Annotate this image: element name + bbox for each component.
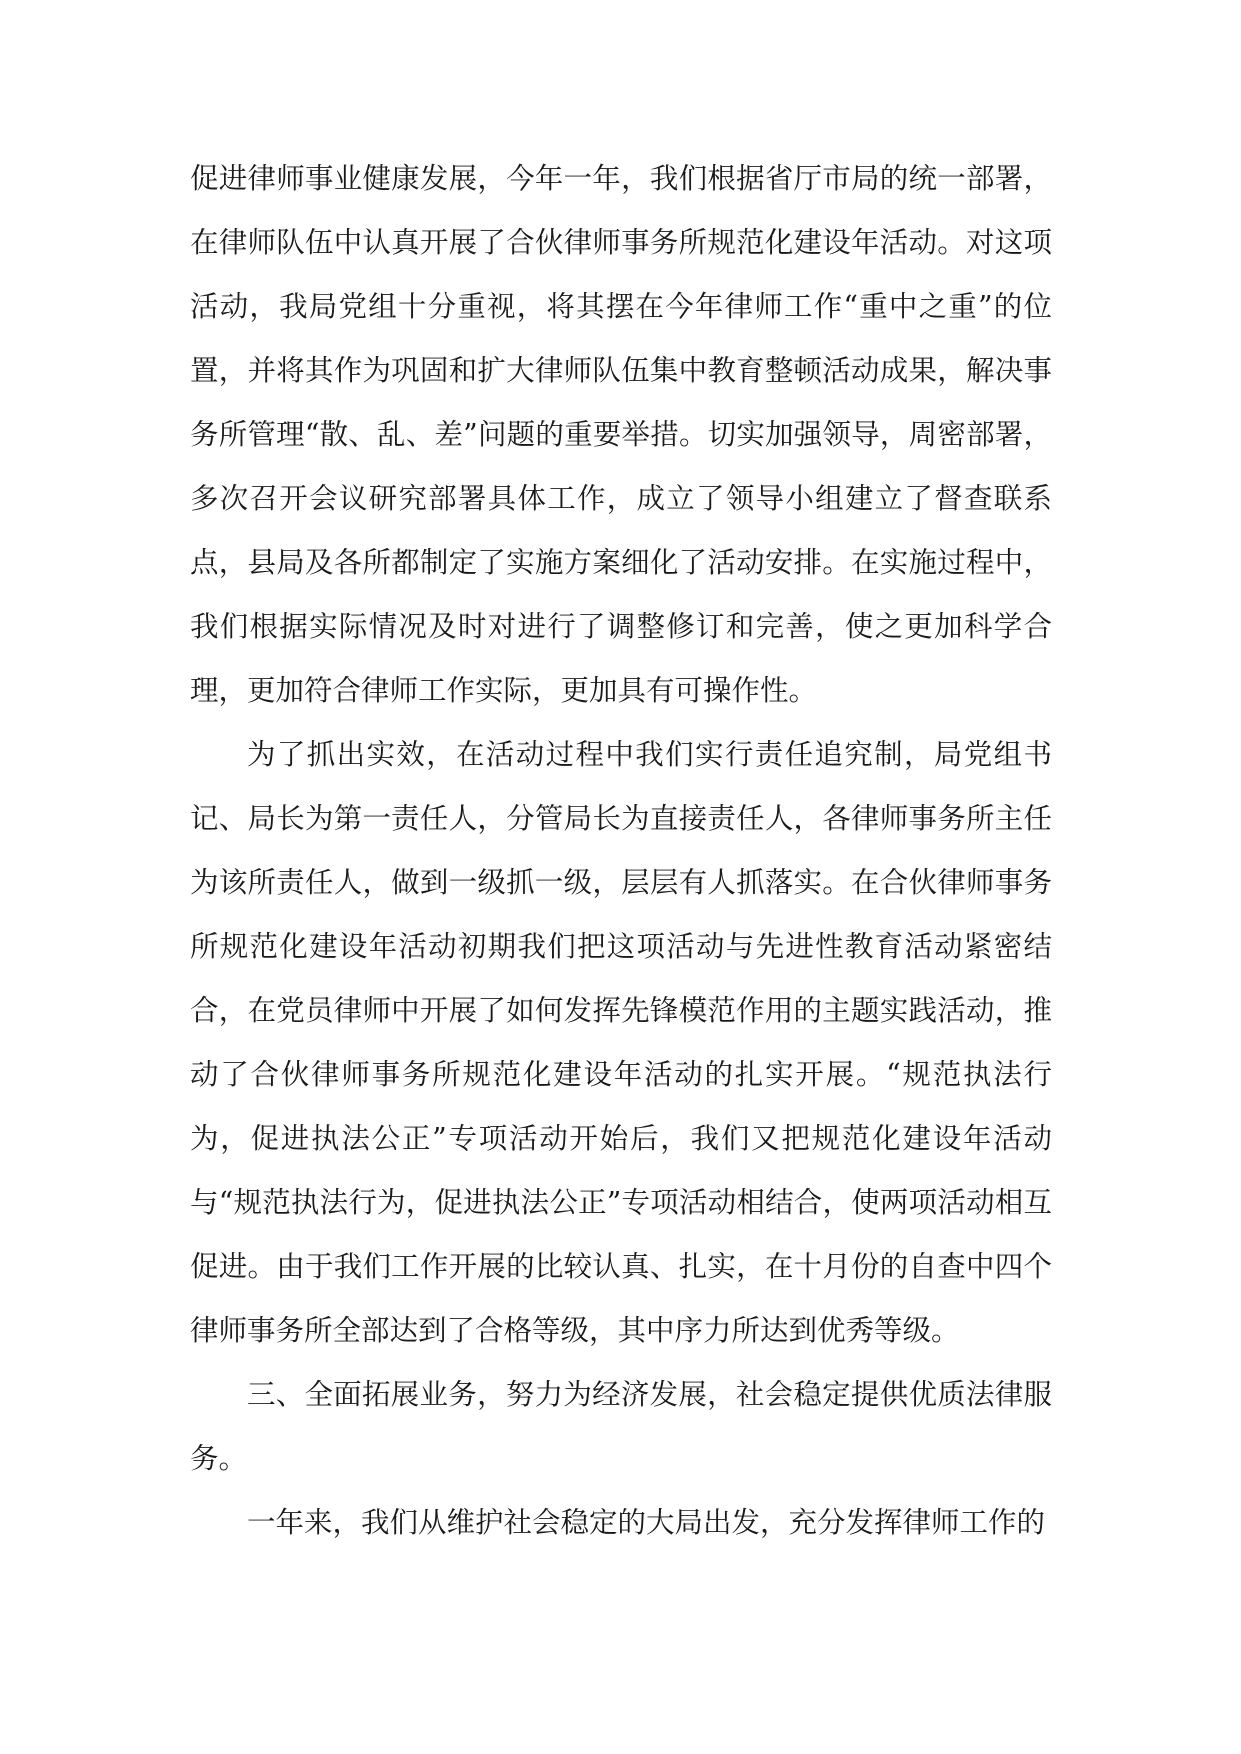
- paragraph-2: 为了抓出实效，在活动过程中我们实行责任追究制，局党组书记、局长为第一责任人，分管局长为直接责任人，各律师事务所主任为该所责任人，做到一级抓一级，层层有人抓落实。在合伙律师事务所规范化建设年活动初期我们把这项活动与先进性教育活动紧密结合，在党员律师中开展了如何发挥先锋模范作用的主题实践活动，推动了合伙律师事务所规范化建设年活动的扎实开展。“规范执法行为，促进执法公正”专项活动开始后，我们又把规范化建设年活动与“规范执法行为，促进执法公正”专项活动相结合，使两项活动相互促进。由于我们工作开展的比较认真、扎实，在十月份的自查中四个律师事务所全部达到了合格等级，其中序力所达到优秀等级。: [190, 738, 1052, 1347]
- document-body: [190, 147, 1052, 1555]
- paragraph-1: 促进律师事业健康发展，今年一年，我们根据省厅市局的统一部署，在律师队伍中认真开展了合伙律师事务所规范化建设年活动。对这项活动，我局党组十分重视，将其摆在今年律师工作“重中之重”的位置，并将其作为巩固和扩大律师队伍集中教育整顿活动成果，解决事务所管理“散、乱、差”问题的重要举措。切实加强领导，周密部署，多次召开会议研究部署具体工作，成立了领导小组建立了督查联系点，县局及各所都制定了实施方案细化了活动安排。在实施过程中，我们根据实际情况及时对进行了调整修订和完善，使之更加科学合理，更加符合律师工作实际，更加具有可操作性。: [190, 162, 1052, 707]
- paragraph-3-section-heading: 三、全面拓展业务，努力为经济发展，社会稳定提供优质法律服务。: [190, 1378, 1052, 1475]
- paragraph-4: 一年来，我们从维护社会稳定的大局出发，充分发挥律师工作的: [247, 1506, 1046, 1539]
